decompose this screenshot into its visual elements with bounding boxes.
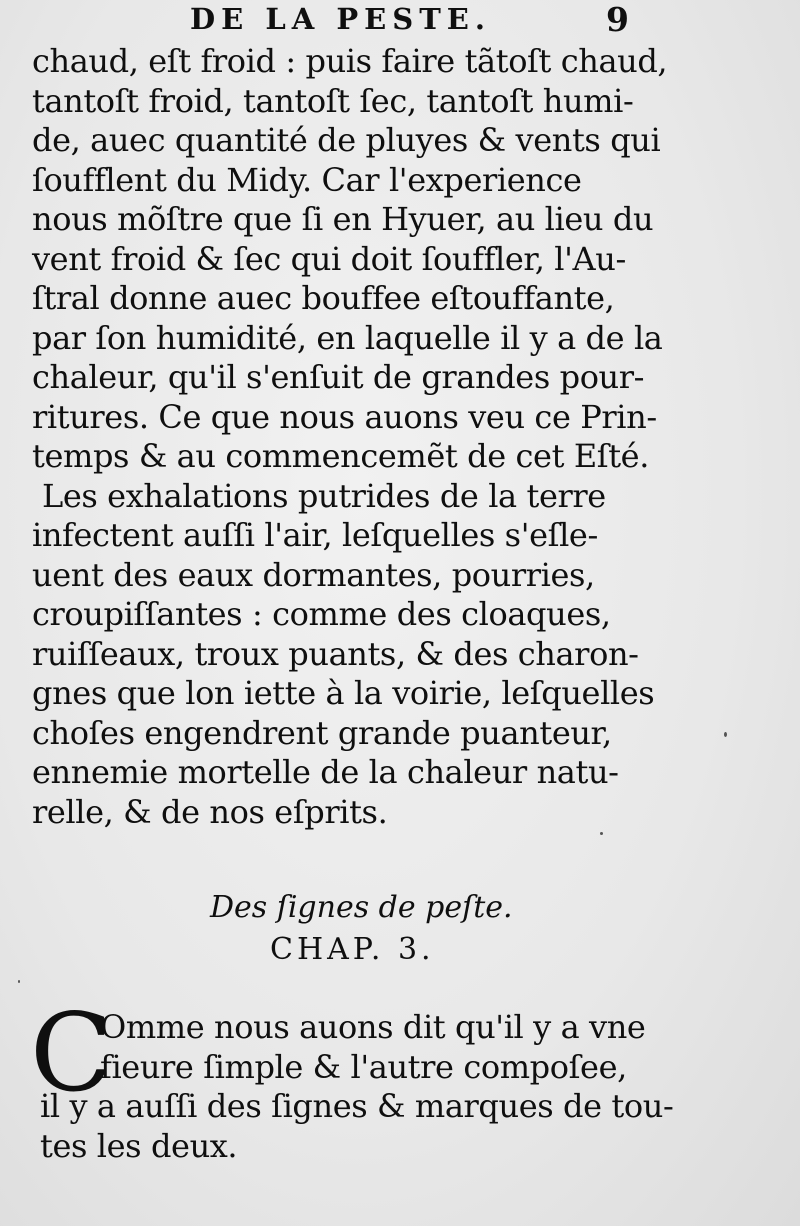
text-line: croupiſſantes : comme des cloaques, xyxy=(32,595,611,633)
drop-cap: C xyxy=(30,991,113,1116)
text-line: vent froid & ſec qui doit ſouffler, l'Au- xyxy=(32,239,626,278)
text-line: infectent auſſi l'air, leſquelles s'eſle- xyxy=(32,516,598,554)
text-line: fieure ſimple & l'autre compoſee, xyxy=(100,1047,627,1086)
text-line: nous mõſtre que ſi en Hyuer, au lieu du xyxy=(32,200,654,238)
text-line: chaud, eſt froid : puis faire tãtoſt chaud, xyxy=(32,42,668,80)
text-line: temps & au commencemẽt de cet Eſté. xyxy=(32,437,649,475)
paper-speck xyxy=(18,980,20,983)
running-head: DE LA PESTE. xyxy=(190,2,491,36)
chapter-title: Des ſignes de peſte. xyxy=(210,890,513,925)
text-line: gnes que lon iette à la voirie, leſquelles xyxy=(32,674,655,712)
chapter-opening-text xyxy=(40,1008,674,1166)
paper-speck xyxy=(600,832,603,835)
text-line: tantoſt froid, tantoſt ſec, tantoſt humi- xyxy=(32,81,634,120)
text-line: ſoufflent du Midy. Car l'experience xyxy=(32,160,582,199)
text-line: ennemie mortelle de la chaleur natu- xyxy=(32,753,619,791)
text-line: relle, & de nos eſprits. xyxy=(32,792,388,831)
text-line: par ſon humidité, en laquelle il y a de la xyxy=(32,318,663,357)
body-text xyxy=(32,42,668,832)
paper-speck xyxy=(724,732,727,737)
page-number: 9 xyxy=(606,0,629,39)
text-line: ſtral donne auec bouffee eſtouffante, xyxy=(32,279,615,317)
text-line: il y a auſſi des ſignes & marques de tou- xyxy=(40,1087,674,1125)
text-line: uent des eaux dormantes, pourries, xyxy=(32,555,595,594)
text-line: tes les deux. xyxy=(40,1126,238,1165)
text-line: ritures. Ce que nous auons veu ce Prin- xyxy=(32,397,657,436)
text-line: Omme nous auons dit qu'il y a vne xyxy=(100,1008,646,1046)
chapter-number: CHAP. 3. xyxy=(270,932,435,967)
text-line: de, auec quantité de pluyes & vents qui xyxy=(32,121,661,159)
text-line: ruiſſeaux, troux puants, & des charon- xyxy=(32,634,639,673)
text-line: Les exhalations putrides de la terre xyxy=(42,476,606,515)
text-line: choſes engendrent grande puanteur, xyxy=(32,713,612,752)
text-line: chaleur, qu'il s'enſuit de grandes pour- xyxy=(32,358,645,396)
